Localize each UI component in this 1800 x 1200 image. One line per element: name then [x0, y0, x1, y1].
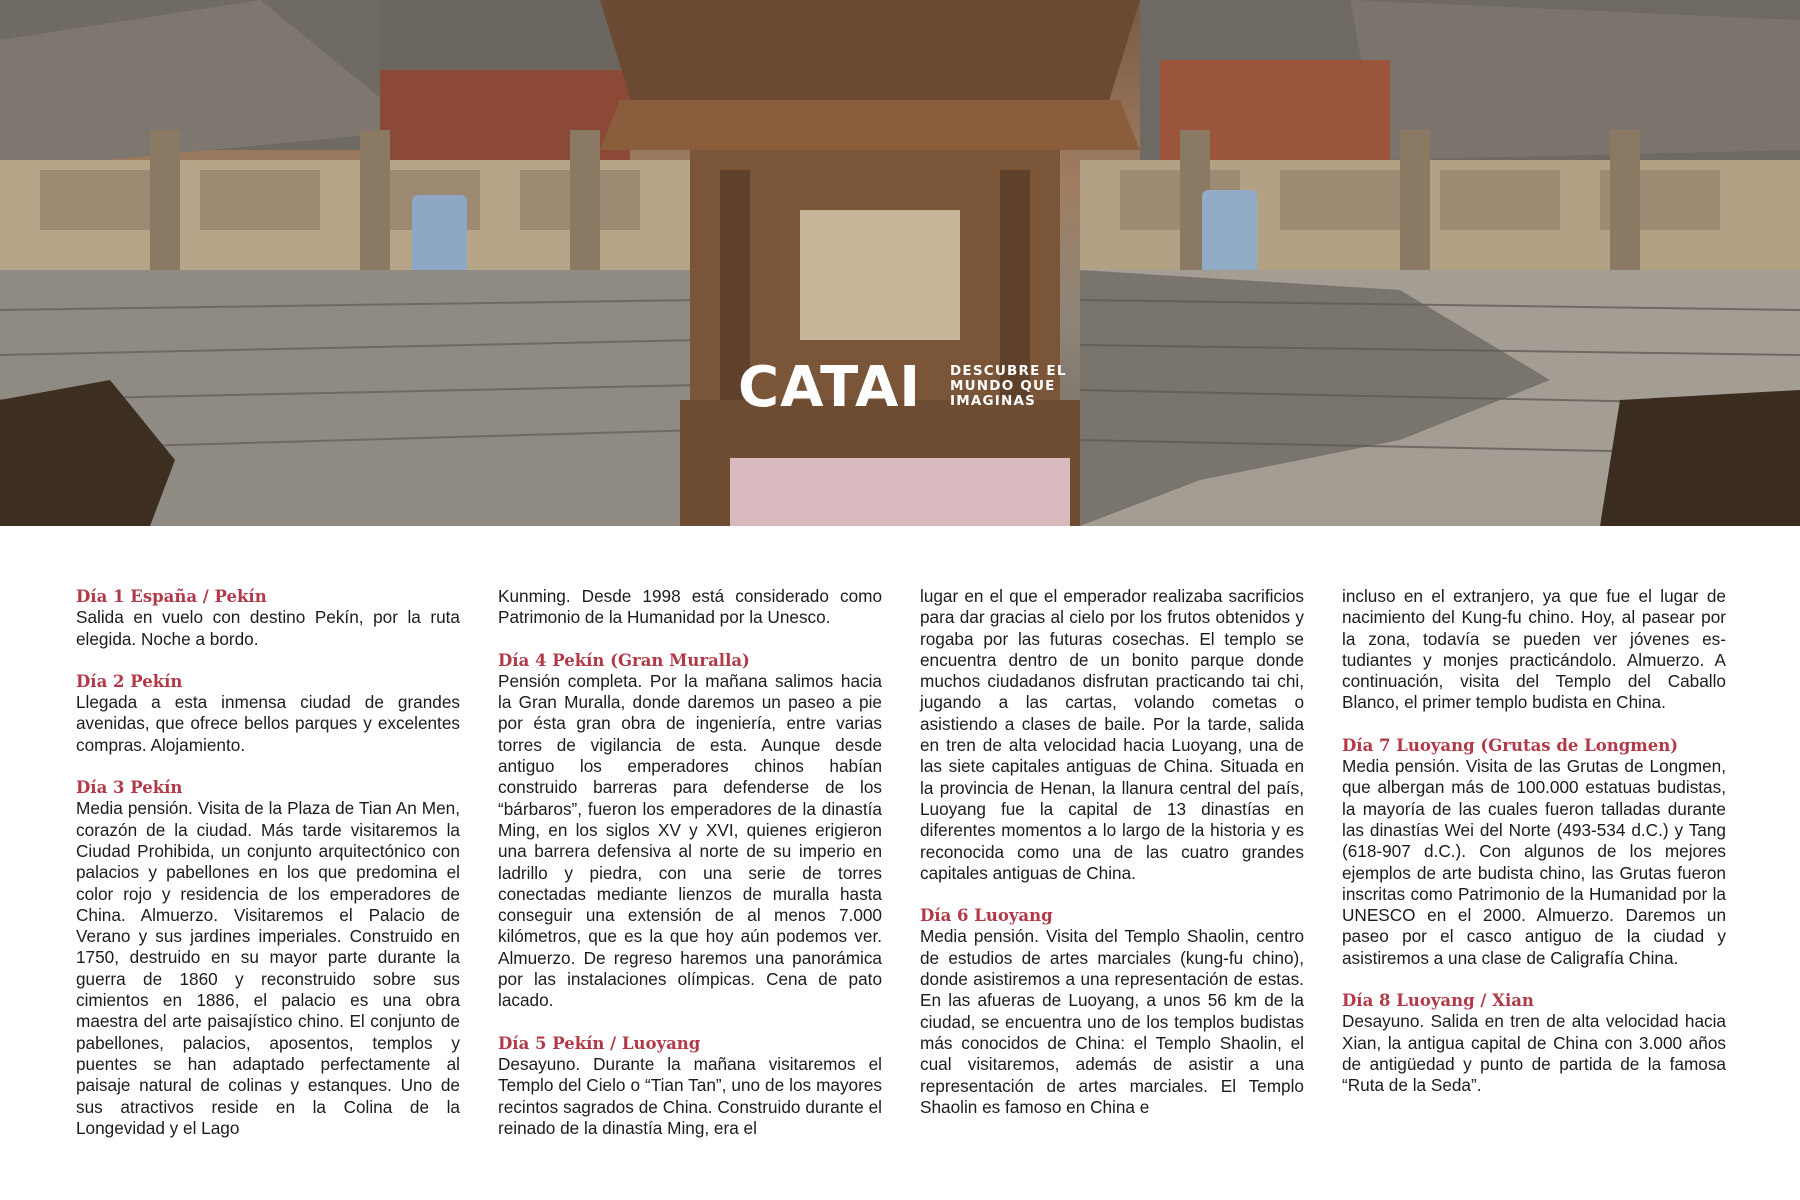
day-6: [920, 905, 1304, 1118]
day-2: [76, 671, 460, 756]
day-body: Pensión completa. Por la mañana salimos hacia la Gran Muralla, donde daremos un paseo a pie por ésta gran obra de ingeniería, entre varias torres de vigilancia de esta. Aunque desde antiguo los emperadores chinos habían construido barreras para defenderse de los “bárbaros”, fueron los emperadores de la dinastía Ming, en los siglos XV y XVI, quienes erigieron una barrera defensiva al norte de su imperio en ladrillo y piedra, con una serie de torres conectadas mediante lienzos de muralla hasta conseguir una extensión de al menos 7.000 kilómetros, que es la que hoy aún podemos ver. Almuerzo. De regreso haremos una panorámica por las instalaciones olímpicas. Cena de pato lacado.: [498, 670, 882, 1011]
day-5-continued: [920, 586, 1304, 884]
hero-photo: [0, 0, 1800, 526]
day-body: Media pensión. Visita del Templo Shaolin, centro de estudios de artes marciales (kung-fu chino), donde asistiremos a una representación de estas. En las afueras de Luoyang, a unos 56 km de la ciudad, se encuentra uno de los templos budistas más conocidos de China: el Templo Shaolin, el cual visitaremos, además de asistir a una representación de artes marciales. El Templo Shaolin es famoso en China e: [920, 926, 1304, 1117]
day-body: Desayuno. Durante la mañana visitaremos el Templo del Cielo o “Tian Tan”, uno de los mayores recintos sagrados de China. Construido durante el reinado de la dinastía Ming, era el: [498, 1053, 882, 1138]
itinerary-text: [76, 586, 1726, 1166]
day-5: [498, 1033, 882, 1139]
catai-logo: [738, 355, 1098, 420]
day-body: incluso en el extranjero, ya que fue el lugar de nacimiento del Kung-fu chino. Hoy, al pasear por la zona, todavía se pueden ver jóvenes estudiantes y monjes practicándolo. Almuerzo. A continuación, visita del Templo del Caballo Blanco, el primer templo budista en China.: [1342, 586, 1726, 713]
day-body: Kunming. Desde 1998 está considerado como Patrimonio de la Humanidad por la Unesco.: [498, 586, 882, 628]
day-body: lugar en el que el emperador realizaba sacrificios para dar gracias al cielo por los frutos obtenidos y rogaba por las futuras cosechas. El templo se encuentra dentro de un bonito parque donde muchos ciudadanos disfrutan practicando tai chi, jugando a las cartas, volando cometas o asistiendo a clases de baile. Por la tarde, salida en tren de alta velocidad hacia Luoyang, una de las siete capitales antiguas de China. Situada en la provincia de Henan, la llanura central del país, Luoyang fue la capital de 13 dinastías en diferentes momentos a lo largo de la historia y es reconocida como una de las cuatro grandes capitales antiguas de China.: [920, 586, 1304, 883]
day-title: Día 3 Pekín: [76, 778, 183, 798]
day-title: Día 1 España / Pekín: [76, 587, 267, 606]
day-body: Media pensión. Visita de las Grutas de Longmen, que albergan más de 100.000 estatuas budistas, la mayoría de las cuales fueron talladas durante las dinastías Wei del Norte (493-534 d.C.) y Tang (618-907 d.C.). Con algunos de los mejores ejemplos de arte budista chino, las Grutas fueron inscritas como Patrimonio de la Humanidad por la UNESCO en el 2000. Almuerzo. Daremos un paseo por el casco antiguo de la ciudad y asistiremos a una clase de Caligrafía China.: [1342, 756, 1726, 968]
day-body: Llegada a esta inmensa ciudad de grandes avenidas, que ofrece bellos parques y excelentes compras. Alojamiento.: [76, 692, 460, 755]
day-title: Día 8 Luoyang / Xian: [1342, 991, 1534, 1011]
day-title: Día 5 Pekín / Luoyang: [498, 1033, 701, 1053]
logo-wordmark: CATAI: [738, 355, 922, 420]
text-column-4: [1342, 586, 1726, 1097]
day-title: Día 2 Pekín: [76, 671, 183, 691]
day-body: Salida en vuelo con destino Pekín, por la ruta elegida. Noche a bordo.: [76, 607, 460, 649]
day-3: [76, 777, 460, 1139]
day-3-continued: [498, 586, 882, 629]
text-column-2: [498, 586, 882, 1139]
logo-tagline: DESCUBRE EL MUNDO QUE IMAGINAS: [950, 364, 1067, 408]
temple-courtyard-image: [0, 0, 1800, 526]
text-column-1: [76, 586, 460, 1139]
day-body: Media pensión. Visita de la Plaza de Tian An Men, corazón de la ciudad. Más tarde visitaremos la Ciudad Prohibida, un conjunto arquitectónico con palacios y pabellones en los que predomina el color rojo y residencia de los emperadores de China. Almuerzo. Visitaremos el Palacio de Verano y sus jardines imperiales. Construido en 1750, destruido en su mayor parte durante la guerra de 1860 y reconstruido sobre sus cimientos en 1886, el palacio es una obra maestra del arte paisajístico chino. El conjunto de pabellones, palacios, aposentos, templos y puentes se han adaptado perfectamente al paisaje natural de colinas y estanques. Uno de sus atractivos reside en la Colina de la Longevidad y el Lago: [76, 798, 460, 1138]
day-8: [1342, 990, 1726, 1096]
day-6-continued: [1342, 586, 1726, 714]
decorative-tab: [730, 458, 1070, 526]
text-column-3: [920, 586, 1304, 1118]
day-title: Día 6 Luoyang: [920, 906, 1053, 926]
day-title: Día 7 Luoyang (Grutas de Longmen): [1342, 735, 1679, 755]
day-title: Día 4 Pekín (Gran Muralla): [498, 650, 750, 670]
day-7: [1342, 735, 1726, 969]
day-4: [498, 650, 882, 1012]
day-1: [76, 586, 460, 650]
day-body: Desayuno. Salida en tren de alta velocidad hacia Xian, la antigua capital de China con 3.000 años de antigüedad y punto de partida de la famosa “Ruta de la Seda”.: [1342, 1011, 1726, 1096]
